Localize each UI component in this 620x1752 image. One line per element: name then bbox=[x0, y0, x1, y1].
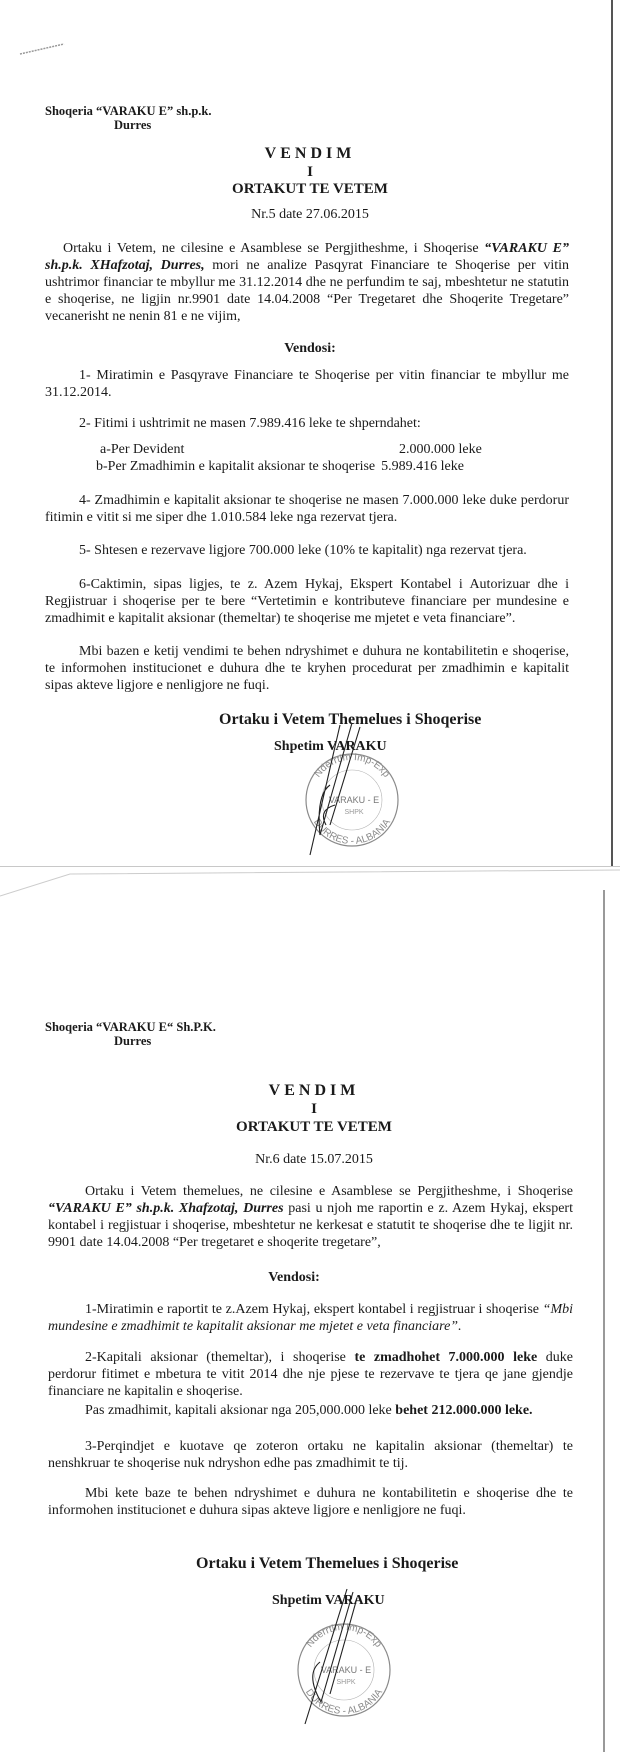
item-2-result-amount: behet 212.000.000 leke. bbox=[395, 1403, 533, 1418]
doc-number-date: Nr.6 date 15.07.2015 bbox=[255, 1152, 373, 1167]
signatory-name: Shpetim VARAKU bbox=[272, 1593, 385, 1608]
item-2b-amount: 5.989.416 leke bbox=[381, 459, 464, 474]
intro-text-2: pasi u njoh me raportin e z. Azem Hykaj, ekspert kontabel i regjistuar i shoqerise, mbeshtetur ne kerkesat e statutit te shoqerise dhe te ligjit nr. 9901 date 14.04.2008 “Per tregetaret e shoqerite tregetare”, bbox=[48, 1201, 573, 1250]
decision-item-3: 3-Perqindjet e kuotave qe zoteron ortaku ne kapitalin aksionar (themeltar) te nenshkruar te shoqerise nuk ndryshon edhe pas zmadhimit te tij. bbox=[48, 1439, 573, 1471]
signatory-title: Ortaku i Vetem Themelues i Shoqerise bbox=[219, 711, 482, 728]
signatory-title: Ortaku i Vetem Themelues i Shoqerise bbox=[196, 1555, 459, 1572]
item-2b-row bbox=[96, 458, 569, 475]
decision-item-5: 5- Shtesen e rezervave ligjore 700.000 leke (10% te kapitalit) nga rezervat tjera. bbox=[79, 543, 527, 558]
item-1-text: 1-Miratimin e raportit te z.Azem Hykaj, ekspert kontabel i regjistruar i shoqerise bbox=[85, 1302, 543, 1317]
decision-page-2 bbox=[0, 866, 620, 1752]
doc-title: VENDIM bbox=[268, 1082, 360, 1099]
decided-heading: Vendosi: bbox=[284, 341, 336, 356]
doc-number-date: Nr.5 date 27.06.2015 bbox=[251, 207, 369, 222]
doc-title-i: I bbox=[311, 1101, 317, 1117]
item-2-text-2: duke perdorur fitimet e mbetura te vitit 2014 dhe nje pjese te rezervave te tjera qe jane gjendje financiare ne kapitalin e shoqerise. bbox=[48, 1350, 574, 1399]
item-1-report-title: “Mbi mundesine e zmadhimit te kapitalit aksionar me mjetet e veta financiare”. bbox=[48, 1302, 573, 1334]
intro-text: Ortaku i Vetem, ne cilesine e Asamblese se Pergjitheshme, i Shoqerise bbox=[63, 241, 485, 256]
stamp-top-text: Nderrtim Imp-Exp bbox=[312, 752, 392, 780]
item-2-increase: te zmadhohet 7.000.000 leke bbox=[354, 1350, 538, 1365]
item-2a-row bbox=[100, 441, 569, 458]
stamp-bottom-text: DURRES - ALBANIA bbox=[311, 817, 393, 848]
closing-paragraph: Mbi kete baze te behen ndryshimet e duhura ne kontabilitetin e shoqerise dhe te informohen institucionet e duhura sipas akteve ligjore e nenligjore ne fuqi. bbox=[48, 1486, 573, 1518]
stamp-top-text: Nderrtim Imp-Exp bbox=[304, 1622, 384, 1650]
decision-item-1: 1- Miratimin e Pasqyrave Financiare te Shoqerise per vitin financiar te mbyllur me 31.12.2014. bbox=[45, 368, 569, 400]
company-name: Shoqeria “VARAKU E“ Sh.P.K. bbox=[45, 1020, 216, 1034]
intro-company: “VARAKU E” sh.p.k. XHafzotaj, Durres, bbox=[45, 241, 569, 273]
intro-paragraph bbox=[45, 240, 569, 325]
decision-item-1 bbox=[48, 1301, 573, 1335]
intro-text-2: mori ne analize Pasqyrat Financiare te Shoqerise per vitin ushtrimor financiar te mbyllur me 31.12.2014 dhe ne perfundim te saj, mbeshtetur ne statutin e shoqerise, ne ligjin nr.9901 date 14.04.2008 “Per Tregetaret dhe Shoqerite Tregetare” vecanerisht ne nenin 81 e ne vijim, bbox=[45, 258, 569, 324]
decision-item-2 bbox=[48, 1349, 573, 1400]
item-2-result bbox=[85, 1402, 573, 1419]
stamp-center-text: VARAKU - E bbox=[320, 1665, 372, 1675]
stamp-sub-text: SHPK bbox=[336, 1679, 356, 1686]
doc-title: VENDIM bbox=[264, 145, 356, 162]
decision-item-4: 4- Zmadhimin e kapitalit aksionar te shoqerise ne masen 7.000.000 leke duke perdorur fitimin e vitit si me siper dhe 1.010.584 leke nga rezervat tjera. bbox=[45, 493, 569, 525]
item-2a-text: a-Per Devident bbox=[100, 442, 185, 457]
signatory-name: Shpetim VARAKU bbox=[274, 739, 387, 754]
item-2-result-text: Pas zmadhimit, kapitali aksionar nga 205,000.000 leke bbox=[85, 1403, 396, 1418]
item-2a-amount: 2.000.000 leke bbox=[399, 442, 482, 457]
doc-subtitle: ORTAKUT TE VETEM bbox=[232, 181, 388, 197]
doc-title-i: I bbox=[307, 164, 313, 180]
handwritten-signature bbox=[290, 715, 400, 865]
intro-text: Ortaku i Vetem themelues, ne cilesine e Asamblese se Pergjitheshme, i Shoqerise bbox=[85, 1184, 573, 1199]
intro-company: “VARAKU E” sh.p.k. Xhafzotaj, Durres bbox=[48, 1201, 284, 1216]
stamp-bottom-text: DURRES - ALBANIA bbox=[303, 1687, 385, 1718]
decision-page-1 bbox=[0, 0, 620, 866]
decided-heading: Vendosi: bbox=[268, 1270, 320, 1285]
item-2-text: 2-Kapitali aksionar (themeltar), i shoqerise bbox=[85, 1350, 355, 1365]
stamp-sub-text: SHPK bbox=[344, 809, 364, 816]
closing-paragraph: Mbi bazen e ketij vendimi te behen ndryshimet e duhura ne kontabilitetin e shoqerise, te informohen institucionet e duhura dhe te kryhen procedurat per zmadhimin e kapitalit sipas akteve ligjore e nenligjore ne fuqi. bbox=[45, 644, 569, 693]
decision-item-2: 2- Fitimi i ushtrimit ne masen 7.989.416 leke te shperndahet: bbox=[79, 416, 421, 431]
stamp-center-text: VARAKU - E bbox=[328, 795, 380, 805]
decision-item-6: 6-Caktimin, sipas ligjes, te z. Azem Hykaj, Ekspert Kontabel i Autorizuar dhe i Regjistruar i shoqerise per te bere “Vertetimin e kontributeve financiare per mundesine e zmadhimit e kapitalit aksionar (themeltar) te shoqerise me mjetet e veta financiare”. bbox=[45, 577, 569, 626]
company-city: Durres bbox=[114, 118, 152, 132]
item-2b-text: b-Per Zmadhimin e kapitalit aksionar te shoqerise bbox=[96, 459, 376, 474]
company-city: Durres bbox=[114, 1034, 152, 1048]
doc-subtitle: ORTAKUT TE VETEM bbox=[236, 1119, 392, 1135]
intro-paragraph bbox=[48, 1183, 573, 1251]
company-name: Shoqeria “VARAKU E” sh.p.k. bbox=[45, 104, 212, 118]
handwritten-signature bbox=[285, 1584, 395, 1734]
